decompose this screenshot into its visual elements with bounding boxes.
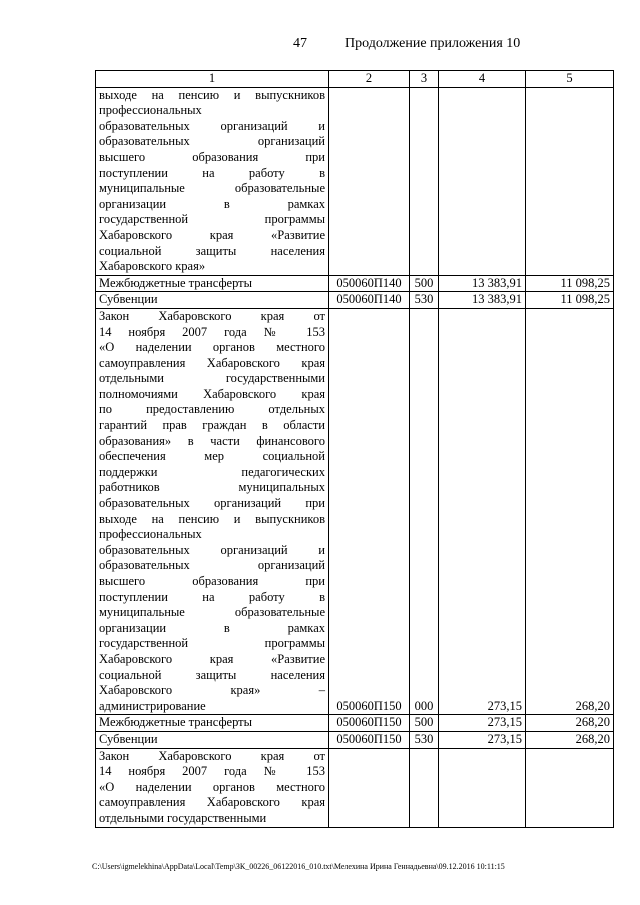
row-description	[96, 715, 329, 732]
row-code: 050060П140	[329, 292, 410, 309]
row-value-2017: 273,15	[439, 715, 526, 732]
row-value-2018	[526, 748, 614, 827]
row-code: 050060П150	[329, 731, 410, 748]
table-row	[96, 715, 614, 732]
description-line: работников муниципальных	[99, 480, 325, 495]
description-line: 14 ноября 2007 года № 153	[99, 324, 325, 339]
description-line: государственной программы	[99, 212, 325, 227]
description-line: организации в рамках	[99, 620, 325, 635]
table-row	[96, 87, 614, 275]
file-path-footer: C:\Users\igmelekhina\AppData\Local\Temp\ЗК_00226_06122016_010.txt\Мелехина Ирина Геннадьевна\09.12.2016 10:11:15	[92, 862, 505, 871]
row-description	[96, 748, 329, 827]
description-line: самоуправления Хабаровского края	[99, 795, 325, 810]
row-value-2018: 11 098,25	[526, 292, 614, 309]
description-line: высшего образования при	[99, 574, 325, 588]
description-line: самоуправления Хабаровского края	[99, 355, 325, 370]
row-kind: 000	[410, 308, 439, 714]
row-value-2018: 268,20	[526, 715, 614, 732]
description-line: администрирование	[99, 698, 206, 713]
description-line: Межбюджетные трансферты	[99, 715, 253, 730]
column-header: 3	[410, 71, 439, 88]
description-line: образовательных организаций и	[99, 542, 325, 557]
column-header: 4	[439, 71, 526, 88]
description-line: Хабаровского края» –	[99, 683, 325, 698]
description-line: полномочиями Хабаровского края	[99, 386, 325, 401]
row-description	[96, 308, 329, 714]
description-line: образовательных организаций	[99, 558, 325, 573]
row-value-2018: 268,20	[526, 308, 614, 714]
description-line: профессиональных	[99, 103, 202, 118]
description-line: Субвенции	[99, 731, 158, 746]
description-line: «О наделении органов местного	[99, 779, 325, 794]
description-line: государственной программы	[99, 636, 325, 651]
row-value-2017	[439, 87, 526, 275]
table-header-row	[96, 71, 614, 88]
description-line: муниципальные образовательные	[99, 181, 325, 196]
row-value-2017: 13 383,91	[439, 275, 526, 292]
description-line: отдельными государственными	[99, 810, 267, 825]
description-line: выходе на пенсию и выпускников	[99, 87, 325, 102]
page-number: 47	[293, 36, 307, 51]
description-line: Субвенции	[99, 292, 158, 307]
row-kind	[410, 748, 439, 827]
row-description	[96, 275, 329, 292]
row-code	[329, 87, 410, 275]
description-line: Межбюджетные трансферты	[99, 275, 253, 290]
appendix-title: Продолжение приложения 10	[345, 36, 521, 51]
description-line: поступлении на работу в	[99, 165, 325, 180]
row-code: 050060П150	[329, 308, 410, 714]
description-line: «О наделении органов местного	[99, 340, 325, 355]
row-kind	[410, 87, 439, 275]
row-code: 050060П150	[329, 715, 410, 732]
row-value-2017: 13 383,91	[439, 292, 526, 309]
description-line: 14 ноября 2007 года № 153	[99, 764, 325, 779]
row-value-2017	[439, 748, 526, 827]
description-line: гарантий прав граждан в области	[99, 418, 325, 433]
description-line: поступлении на работу в	[99, 589, 325, 604]
row-value-2017: 273,15	[439, 308, 526, 714]
column-header: 5	[526, 71, 614, 88]
row-value-2018: 11 098,25	[526, 275, 614, 292]
row-kind: 530	[410, 731, 439, 748]
description-line: выходе на пенсию и выпускников	[99, 511, 325, 526]
description-line: отдельными государственными	[99, 371, 325, 386]
table-row	[96, 292, 614, 309]
description-line: Хабаровского края»	[99, 259, 206, 274]
column-header: 1	[96, 71, 329, 88]
row-description	[96, 731, 329, 748]
row-code	[329, 748, 410, 827]
column-header: 2	[329, 71, 410, 88]
description-line: муниципальные образовательные	[99, 605, 325, 620]
description-line: социальной защиты населения	[99, 243, 325, 258]
description-line: Хабаровского края «Развитие	[99, 651, 325, 666]
budget-table	[95, 70, 614, 828]
table-row	[96, 748, 614, 827]
description-line: организации в рамках	[99, 196, 325, 211]
description-line: высшего образования при	[99, 149, 325, 164]
description-line: образовательных организаций	[99, 134, 325, 149]
row-description	[96, 87, 329, 275]
description-line: по предоставлению отдельных	[99, 402, 325, 417]
page-header	[0, 36, 640, 56]
description-line: образовательных организаций при	[99, 496, 325, 511]
description-line: Закон Хабаровского края от	[99, 748, 325, 763]
description-line: образования» в части финансового	[99, 433, 325, 448]
table-row	[96, 731, 614, 748]
description-line: обеспечения мер социальной	[99, 449, 325, 464]
description-line: поддержки педагогических	[99, 464, 325, 479]
row-kind: 500	[410, 715, 439, 732]
table-row	[96, 275, 614, 292]
row-value-2018: 268,20	[526, 731, 614, 748]
description-line: социальной защиты населения	[99, 667, 325, 682]
row-value-2017: 273,15	[439, 731, 526, 748]
row-code: 050060П140	[329, 275, 410, 292]
row-kind: 530	[410, 292, 439, 309]
row-description	[96, 292, 329, 309]
description-line: Хабаровского края «Развитие	[99, 227, 325, 242]
description-line: профессиональных	[99, 527, 202, 542]
table-row	[96, 308, 614, 714]
description-line: Закон Хабаровского края от	[99, 308, 325, 323]
row-kind: 500	[410, 275, 439, 292]
row-value-2018	[526, 87, 614, 275]
description-line: образовательных организаций и	[99, 118, 325, 133]
